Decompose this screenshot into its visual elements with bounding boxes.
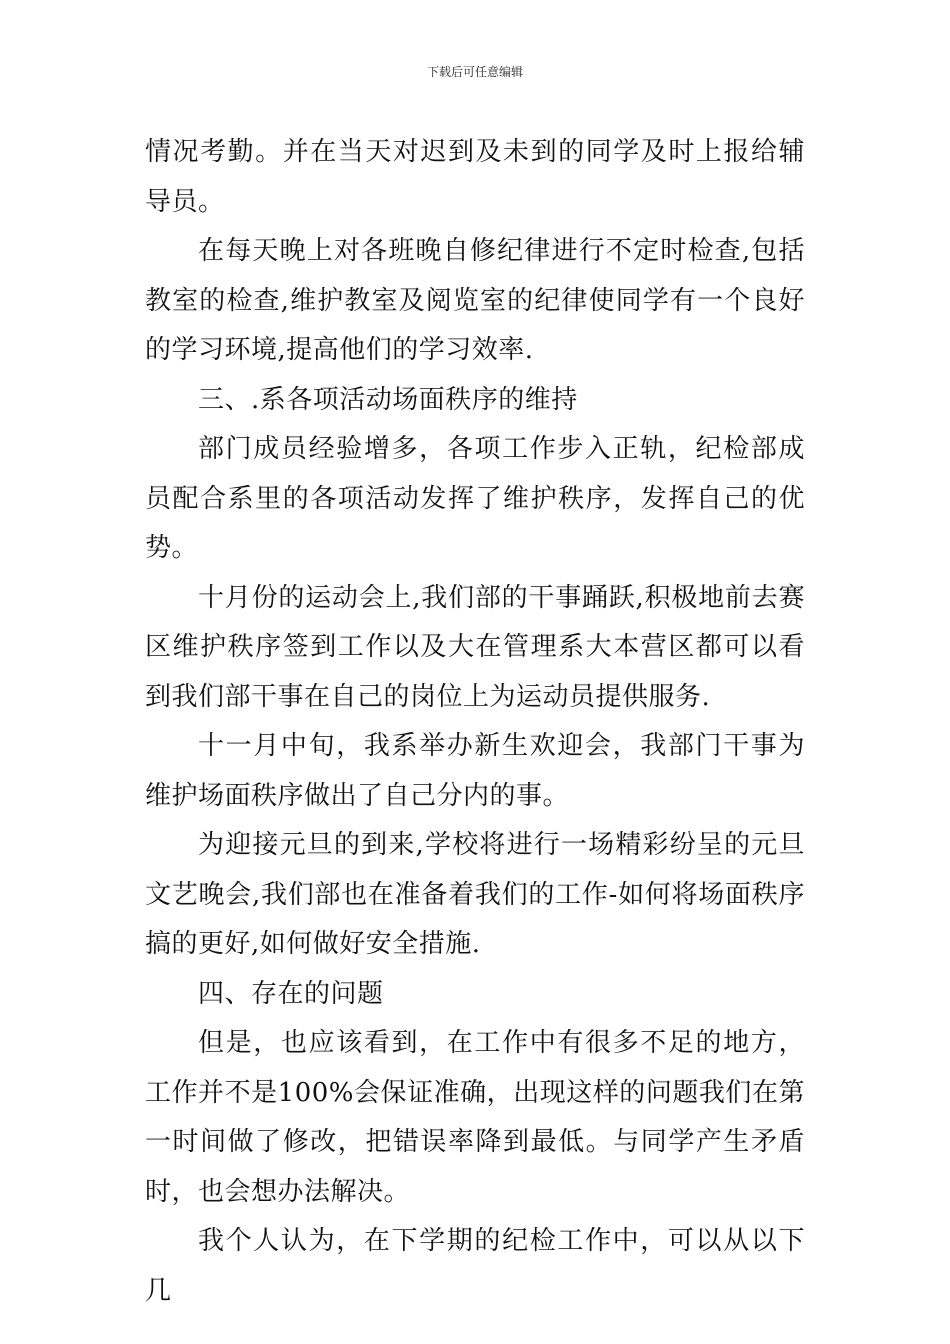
section-heading: 三、.系各项活动场面秩序的维持 [198,384,578,415]
document-body [145,128,805,1316]
paragraph: 在每天晚上对各班晚自修纪律进行不定时检查,包括教室的检查,维护教室及阅览室的纪律使同学有一个良好的学习环境,提高他们的学习效率. [145,236,805,365]
paragraph-continued: 情况考勤。并在当天对迟到及未到的同学及时上报给辅导员。 [145,137,805,217]
section-heading: 四、存在的问题 [198,978,384,1009]
paragraph: 十一月中旬，我系举办新生欢迎会，我部门干事为维护场面秩序做出了自己分内的事。 [145,731,805,811]
paragraph: 十月份的运动会上,我们部的干事踊跃,积极地前去赛区维护秩序签到工作以及大在管理系大本营区都可以看到我们部干事在自己的岗位上为运动员提供服务. [145,582,805,712]
paragraph-truncated: 我个人认为，在下学期的纪检工作中，可以从以下几 [145,1226,805,1306]
paragraph: 但是，也应该看到，在工作中有很多不足的地方，工作并不是100%会保证准确，出现这样的问题我们在第一时间做了修改，把错误率降到最低。与同学产生矛盾时，也会想办法解决。 [145,1028,805,1207]
paragraph: 部门成员经验增多，各项工作步入正轨，纪检部成员配合系里的各项活动发挥了维护秩序，发挥自己的优势。 [145,434,805,563]
paragraph: 为迎接元旦的到来,学校将进行一场精彩纷呈的元旦文艺晚会,我们部也在准备着我们的工作-如何将场面秩序搞的更好,如何做好安全措施. [145,830,805,959]
page-header: 下载后可任意编辑 [426,65,523,79]
